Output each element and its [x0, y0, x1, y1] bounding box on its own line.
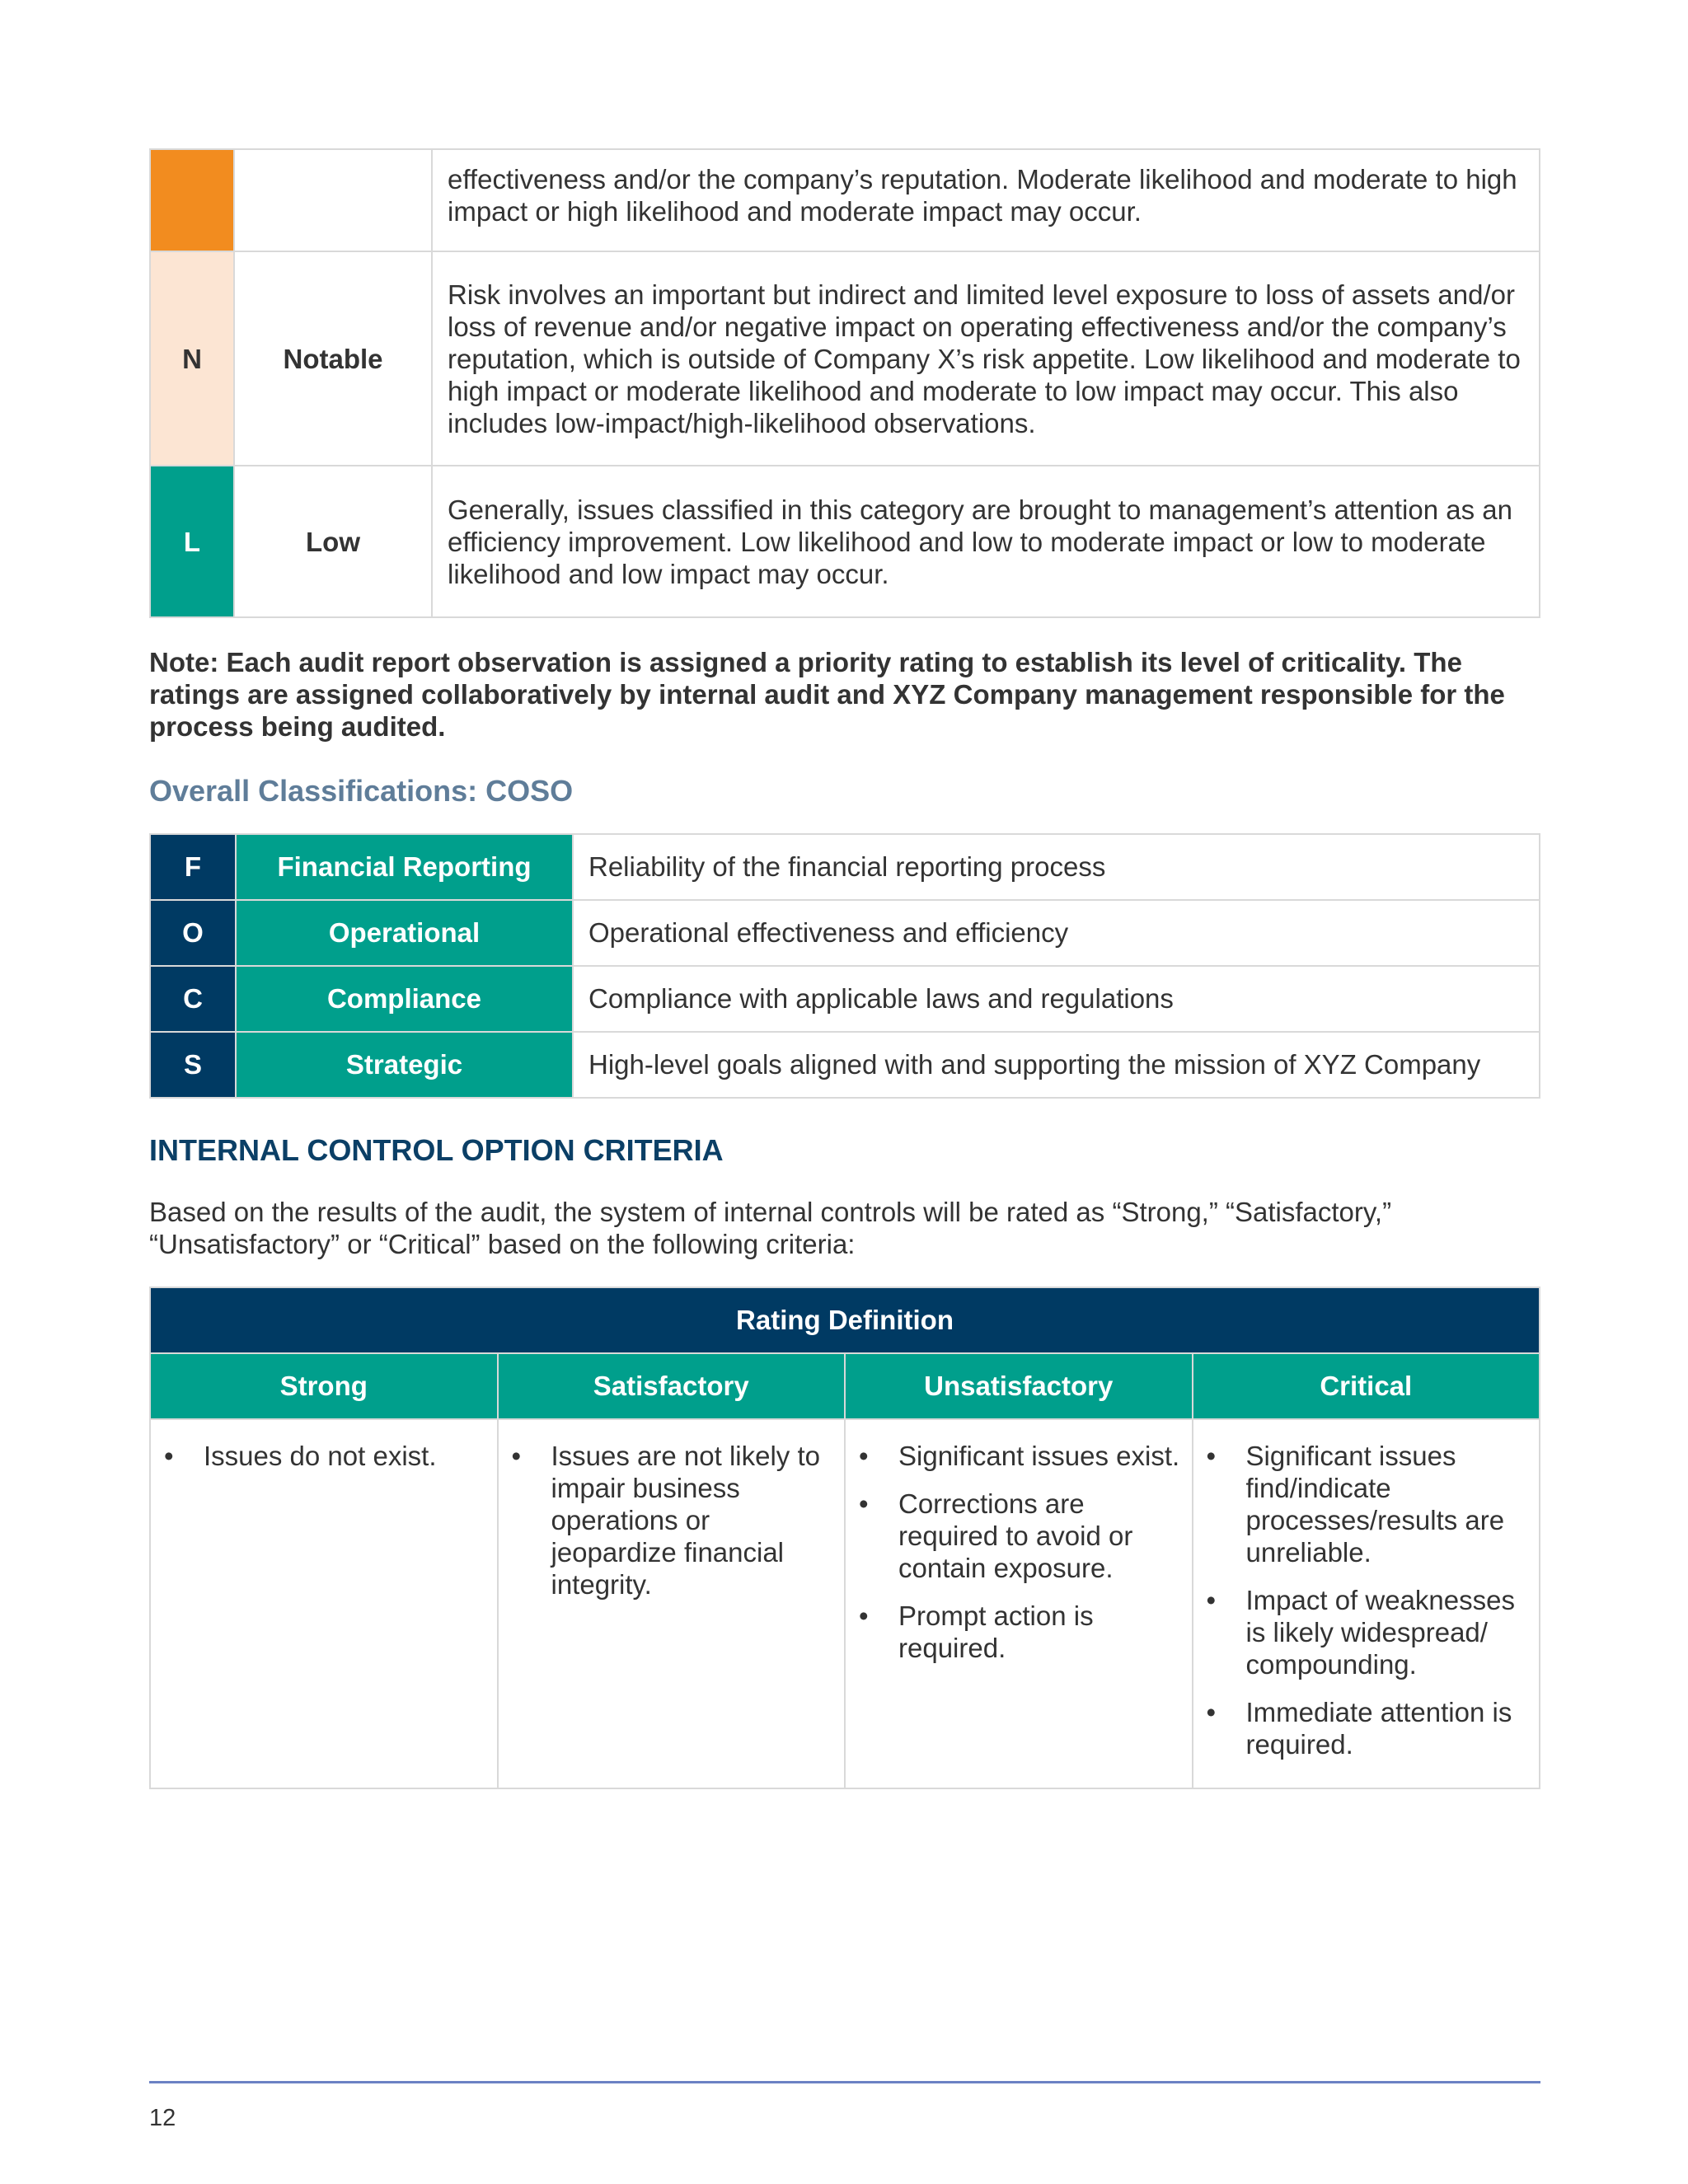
note-paragraph: Note: Each audit report observation is assigned a priority rating to establish its level of criticality. The ratings are assigned collaboratively by internal audit and XYZ Company management responsible for the process being audited.: [149, 647, 1505, 742]
rating-cell-satisfactory: [498, 1419, 846, 1788]
risk-label: [234, 149, 432, 251]
list-item: [857, 1440, 1180, 1472]
rating-cell-unsatisfactory: [845, 1419, 1193, 1788]
list-item: [1205, 1696, 1528, 1760]
list-item-text: Significant issues find/indicate processes/results are unreliable.: [1245, 1441, 1505, 1568]
coso-row: [150, 966, 1540, 1032]
coso-description: Reliability of the financial reporting process: [573, 834, 1540, 900]
rating-cell-critical: [1193, 1419, 1540, 1788]
list-item: [162, 1440, 485, 1472]
list-item-text: Issues do not exist.: [204, 1441, 437, 1471]
criteria-list: [1205, 1440, 1528, 1760]
bullet: •: [1206, 1441, 1217, 1471]
rating-definition-table: [149, 1286, 1540, 1789]
risk-row-continued: [150, 149, 1540, 251]
list-item-text: Corrections are required to avoid or contain exposure.: [898, 1488, 1133, 1583]
coso-letter: C: [150, 966, 236, 1032]
bullet: •: [164, 1441, 174, 1471]
list-item: [857, 1488, 1180, 1584]
bullet: •: [859, 1441, 869, 1471]
bullet: •: [1206, 1585, 1217, 1615]
coso-category: Financial Reporting: [236, 834, 573, 900]
risk-label: Notable: [234, 251, 432, 466]
list-item: [1205, 1584, 1528, 1680]
coso-table: [149, 833, 1540, 1099]
risk-color-swatch: [150, 149, 234, 251]
list-item-text: Significant issues exist.: [898, 1441, 1180, 1471]
bullet: •: [511, 1441, 522, 1471]
list-item-text: Immediate attention is required.: [1245, 1697, 1512, 1760]
bullet: •: [1206, 1697, 1217, 1727]
bullet: •: [859, 1601, 869, 1631]
rating-cell-strong: [150, 1419, 498, 1788]
list-item-text: Prompt action is required.: [898, 1601, 1094, 1663]
coso-row: [150, 1032, 1540, 1098]
coso-category: Operational: [236, 900, 573, 966]
rating-header-satisfactory: Satisfactory: [498, 1353, 846, 1419]
criteria-list: [162, 1440, 485, 1472]
list-item: [857, 1600, 1180, 1664]
criteria-list: [510, 1440, 833, 1601]
coso-category: Compliance: [236, 966, 573, 1032]
coso-description: Compliance with applicable laws and regulations: [573, 966, 1540, 1032]
internal-control-heading: INTERNAL CONTROL OPTION CRITERIA: [149, 1133, 724, 1167]
internal-control-intro: Based on the results of the audit, the system of internal controls will be rated as “Strong,” “Satisfactory,” “Unsatisfactory” or “Critical” based on the following criteria:: [149, 1197, 1392, 1259]
coso-letter: O: [150, 900, 236, 966]
list-item: [510, 1440, 833, 1601]
risk-description: Generally, issues classified in this category are brought to management’s attention as an efficiency improvement. Low likelihood and low to moderate impact or low to moderate likelihood and low impact may occur.: [432, 466, 1540, 617]
list-item: [1205, 1440, 1528, 1568]
risk-description: Risk involves an important but indirect and limited level exposure to loss of assets and/or loss of revenue and/or negative impact on operating effectiveness and/or the company’s reputation, which is outside of Company X’s risk appetite. Low likelihood and moderate to high impact or moderate likelihood and moderate to low impact may occur. This also includes low-impact/high-likelihood observations.: [432, 251, 1540, 466]
risk-row-notable: [150, 251, 1540, 466]
coso-category: Strategic: [236, 1032, 573, 1098]
risk-label: Low: [234, 466, 432, 617]
risk-row-low: [150, 466, 1540, 617]
risk-description: effectiveness and/or the company’s reputation. Moderate likelihood and moderate to high impact or high likelihood and moderate impact may occur.: [432, 149, 1540, 251]
list-item-text: Impact of weaknesses is likely widespread/ compounding.: [1245, 1585, 1515, 1680]
footer-rule: [149, 2081, 1540, 2083]
coso-letter: F: [150, 834, 236, 900]
risk-code: L: [150, 466, 234, 617]
risk-rating-table: [149, 148, 1540, 618]
coso-description: Operational effectiveness and efficiency: [573, 900, 1540, 966]
page-content: [149, 148, 1540, 1789]
rating-header-unsatisfactory: Unsatisfactory: [845, 1353, 1193, 1419]
rating-header-critical: Critical: [1193, 1353, 1540, 1419]
coso-description: High-level goals aligned with and supporting the mission of XYZ Company: [573, 1032, 1540, 1098]
bullet: •: [859, 1488, 869, 1519]
list-item-text: Issues are not likely to impair business operations or jeopardize financial integrity.: [551, 1441, 820, 1600]
coso-row: [150, 834, 1540, 900]
criteria-list: [857, 1440, 1180, 1664]
rating-table-title: Rating Definition: [150, 1287, 1540, 1353]
rating-header-strong: Strong: [150, 1353, 498, 1419]
coso-heading: Overall Classifications: COSO: [149, 774, 574, 808]
page-number: 12: [149, 2105, 176, 2131]
risk-code: N: [150, 251, 234, 466]
coso-row: [150, 900, 1540, 966]
coso-letter: S: [150, 1032, 236, 1098]
